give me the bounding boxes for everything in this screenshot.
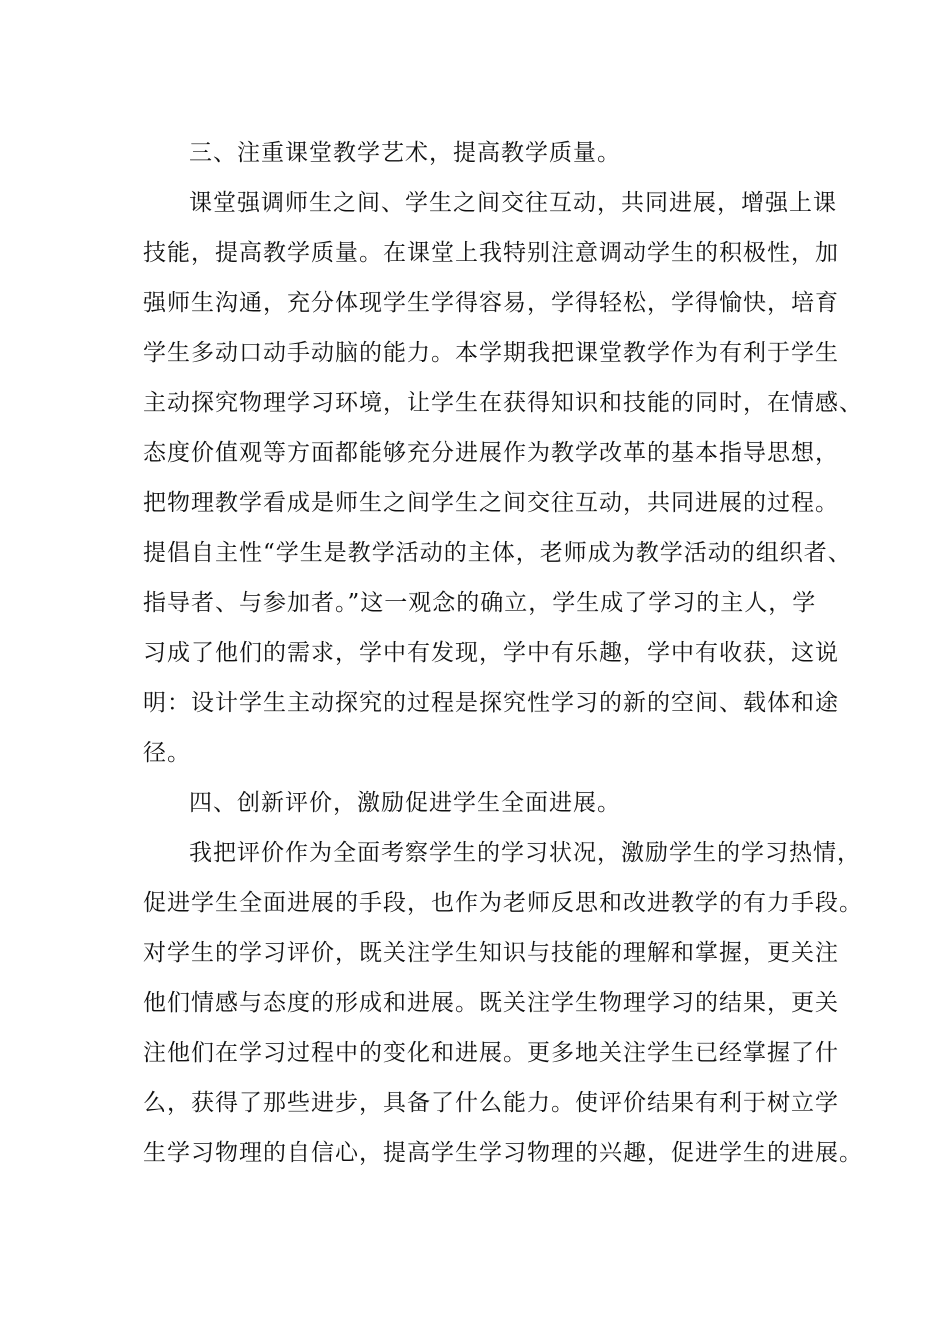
paragraph-line: 技能，提高教学质量。在课堂上我特别注意调动学生的积极性，加 [143,240,839,266]
paragraph-line: 么，获得了那些进步，具备了什么能力。使评价结果有利于树立学 [143,1090,839,1116]
paragraph-line: 我把评价作为全面考察学生的学习状况，激励学生的学习热情， [189,840,861,866]
section-heading-3: 三、注重课堂教学艺术，提高教学质量。 [189,140,621,166]
section-4-paragraph [143,828,863,1178]
paragraph-line: 生学习物理的自信心，提高学生学习物理的兴趣，促进学生的进展。 [143,1140,863,1166]
paragraph-line: 态度价值观等方面都能够充分进展作为教学改革的基本指导思想， [143,440,839,466]
paragraph-line: 提倡自主性“学生是教学活动的主体，老师成为教学活动的组织者、 [143,540,852,566]
document-body [143,128,863,1178]
paragraph-line: 习成了他们的需求，学中有发现，学中有乐趣，学中有收获，这说 [143,640,839,666]
paragraph-line: 他们情感与态度的形成和进展。既关注学生物理学习的结果，更关 [143,990,839,1016]
paragraph-line: 注他们在学习过程中的变化和进展。更多地关注学生已经掌握了什 [143,1040,839,1066]
section-3-paragraph [143,178,863,778]
section-heading-4: 四、创新评价，激励促进学生全面进展。 [189,790,621,816]
paragraph-line: 课堂强调师生之间、学生之间交往互动，共同进展，增强上课 [189,190,837,216]
paragraph-line: 明：设计学生主动探究的过程是探究性学习的新的空间、载体和途 [143,690,839,716]
paragraph-line: 对学生的学习评价，既关注学生知识与技能的理解和掌握，更关注 [143,940,839,966]
paragraph-line: 指导者、与参加者。”这一观念的确立，学生成了学习的主人，学 [143,590,817,616]
paragraph-line: 径。 [143,740,191,766]
paragraph-line: 强师生沟通，充分体现学生学得容易，学得轻松，学得愉快，培育 [143,290,839,316]
paragraph-line: 主动探究物理学习环境，让学生在获得知识和技能的同时，在情感、 [143,390,863,416]
paragraph-line: 学生多动口动手动脑的能力。本学期我把课堂教学作为有利于学生 [143,340,839,366]
paragraph-line: 促进学生全面进展的手段，也作为老师反思和改进教学的有力手段。 [143,890,863,916]
paragraph-line: 把物理教学看成是师生之间学生之间交往互动，共同进展的过程。 [143,490,839,516]
